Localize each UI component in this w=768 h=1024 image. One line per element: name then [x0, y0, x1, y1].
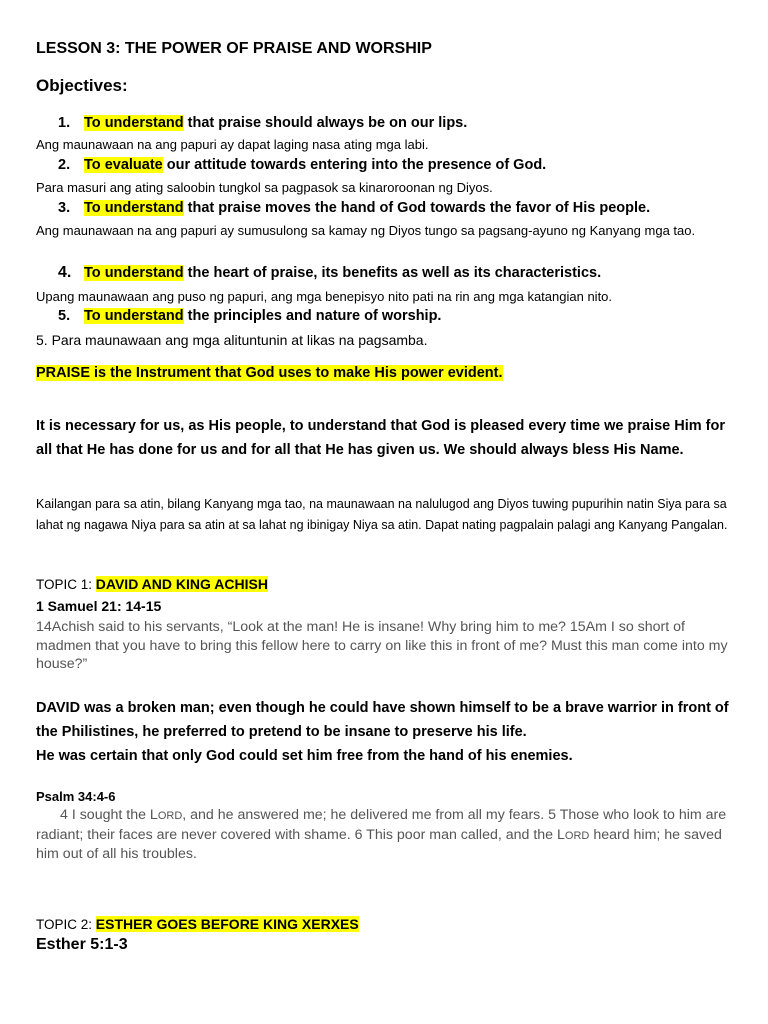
objective-highlight: To understand: [84, 265, 184, 281]
objective-5: [58, 308, 441, 324]
scripture-reference: Esther 5:1-3: [36, 936, 128, 953]
topic-1-heading: [36, 576, 268, 592]
objective-2-tagalog: Para masuri ang ating saloobin tungkol sa pagpasok sa kinaroroonan ng Diyos.: [36, 180, 493, 195]
objective-text: the heart of praise, its benefits as well as its characteristics.: [183, 265, 602, 281]
scripture-reference: Psalm 34:4-6: [36, 789, 116, 804]
david-paragraph: [36, 696, 736, 768]
lesson-title: LESSON 3: THE POWER OF PRAISE AND WORSHIP: [36, 40, 432, 57]
objective-1: [58, 115, 467, 131]
scripture-text: 14Achish said to his servants, “Look at the man! He is insane! Why bring him to me? 15Am I so short of madmen that you have to bring this fellow here to carry on like this in front of me? Must this man come into my house?”: [36, 619, 728, 672]
objective-1-tagalog: Ang maunawaan na ang papuri ay dapat laging nasa ating mga labi.: [36, 137, 429, 152]
objective-3-tagalog: Ang maunawaan na ang papuri ay sumusulong sa kamay ng Diyos tungo sa pagsang-ayuno ng Kanyang mga tao.: [36, 223, 696, 238]
objective-text: the principles and nature of worship.: [183, 308, 442, 324]
kailangan-paragraph: Kailangan para sa atin, bilang Kanyang mga tao, na maunawaan na nalulugod ang Diyos tuwing pupurihin natin Siya para sa lahat ng nagawa Niya para sa atin at sa lahat ng ibinigay Niya sa atin. Dapat nating pagpalain palagi ang Kanyang Pangalan.: [36, 497, 728, 532]
objective-number: 4.: [58, 264, 72, 281]
objective-number: 1.: [58, 115, 71, 131]
topic-label: TOPIC 2:: [36, 917, 96, 932]
scripture-text: 4 I sought the LORD, and he answered me; he delivered me from all my fears. 5 Those who look to him are radiant; their faces are never covered with shame. 6 This poor man called, and the LORD heard him; he saved him out of all his troubles.: [36, 807, 727, 862]
topic-title: DAVID AND KING ACHISH: [95, 576, 268, 592]
objective-text: that praise should always be on our lips.: [183, 115, 468, 131]
objective-4: [58, 264, 601, 282]
topic-title: ESTHER GOES BEFORE KING XERXES: [95, 916, 359, 932]
topic-2-heading: [36, 916, 359, 932]
objective-highlight: To understand: [84, 200, 184, 216]
objective-number: 3.: [58, 200, 71, 216]
objective-3: [58, 200, 650, 216]
objective-5-tagalog: 5. Para maunawaan ang mga alituntunin at likas na pagsamba.: [36, 332, 428, 348]
david-paragraph-line: DAVID was a broken man; even though he could have shown himself to be a brave warrior in front of the Philistines, he preferred to pretend to be insane to preserve his life.: [36, 700, 729, 740]
scripture-reference: 1 Samuel 21: 14-15: [36, 598, 162, 614]
objective-highlight: To understand: [84, 115, 184, 131]
objective-text: our attitude towards entering into the presence of God.: [162, 157, 547, 173]
objective-number: 5.: [58, 308, 71, 324]
praise-statement: PRAISE is the Instrument that God uses to make His power evident.: [36, 365, 503, 381]
necessary-paragraph: It is necessary for us, as His people, to understand that God is pleased every time we praise Him for all that He has done for us and for all that He has given us. We should always bless His Name.: [36, 418, 725, 458]
objective-4-tagalog: Upang maunawaan ang puso ng papuri, ang mga benepisyo nito pati na rin ang mga katangian nito.: [36, 289, 613, 304]
objectives-heading: Objectives:: [36, 76, 128, 95]
objective-text: that praise moves the hand of God towards the favor of His people.: [183, 200, 651, 216]
topic-label: TOPIC 1:: [36, 577, 96, 592]
david-paragraph-line: He was certain that only God could set him free from the hand of his enemies.: [36, 748, 573, 764]
objective-highlight: To understand: [84, 308, 184, 324]
objective-2: [58, 157, 546, 173]
objective-highlight: To evaluate: [84, 157, 163, 173]
objective-number: 2.: [58, 157, 71, 173]
